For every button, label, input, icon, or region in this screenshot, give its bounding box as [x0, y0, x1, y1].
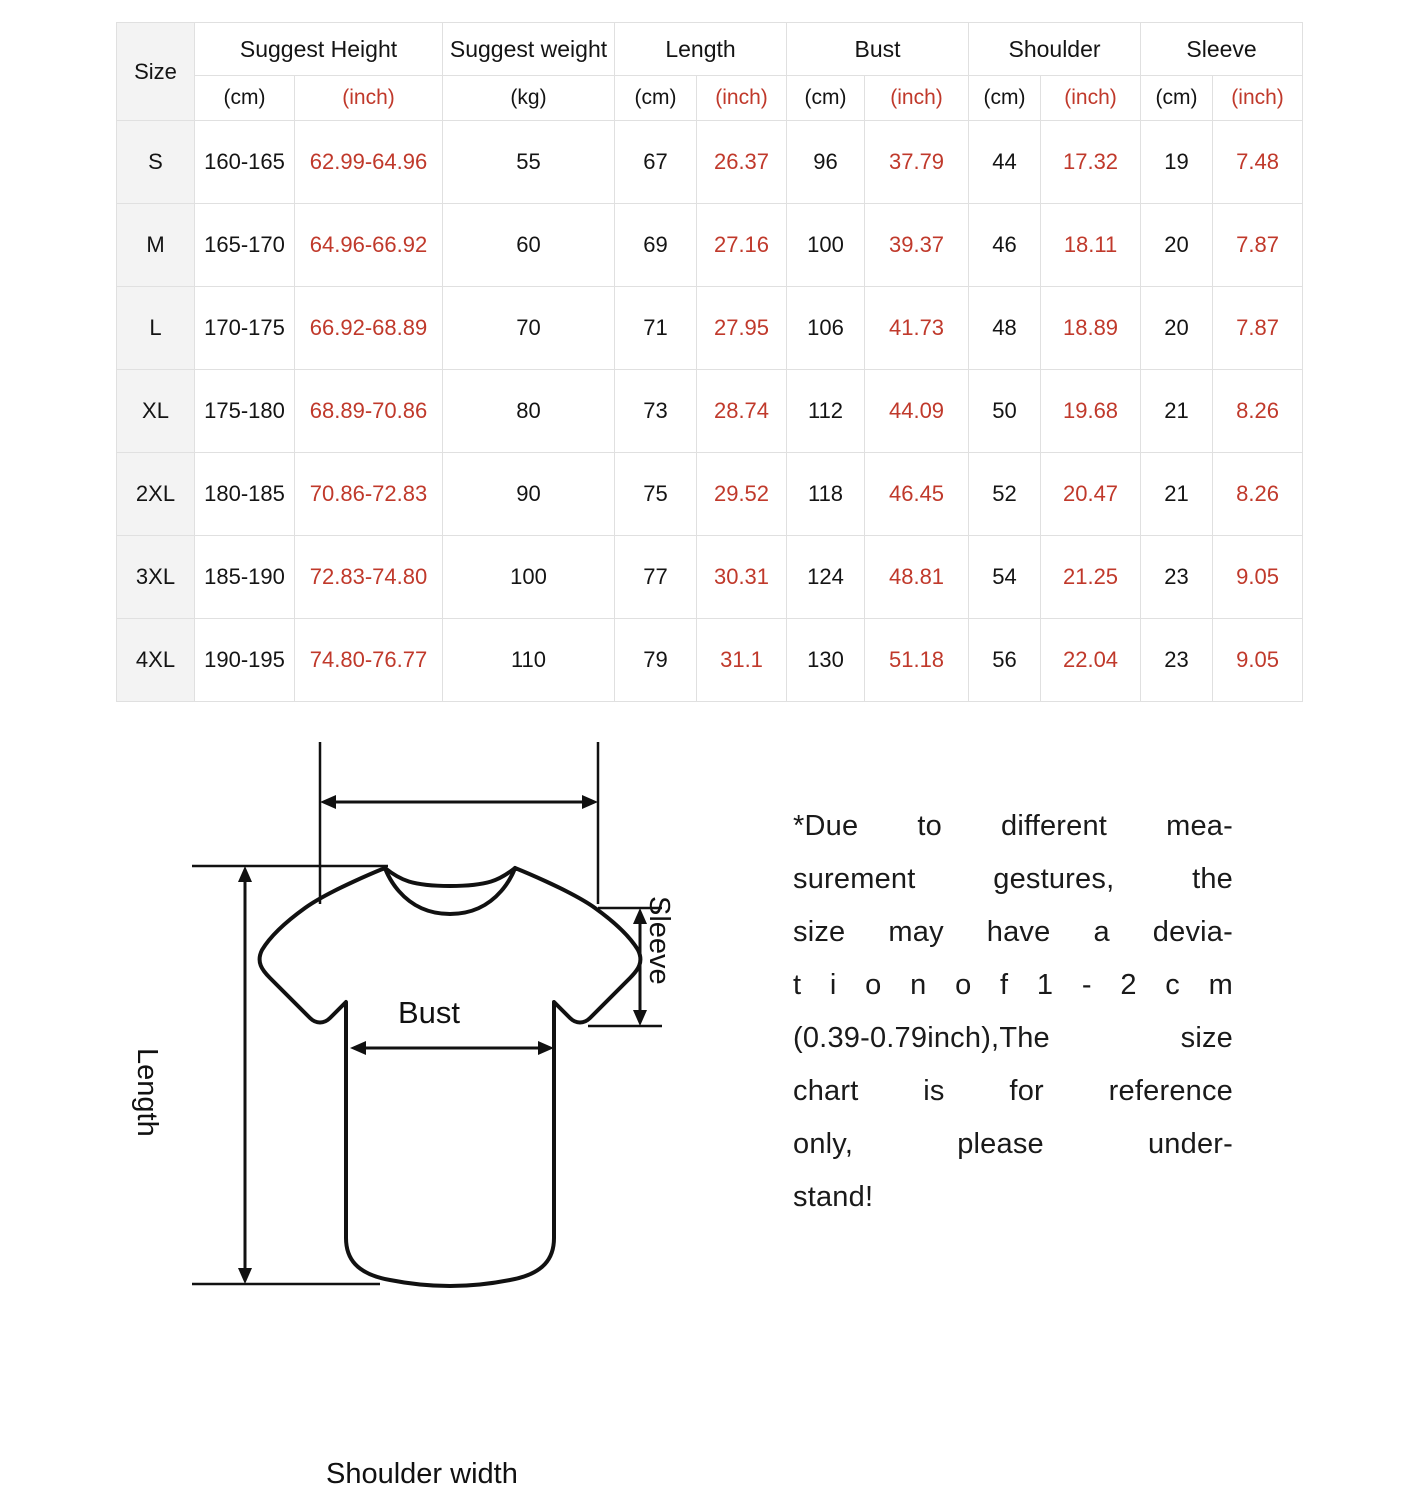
cell-shoulder-cm: 46 — [969, 204, 1041, 287]
cell-bust-inch: 51.18 — [865, 619, 969, 702]
cell-length-cm: 79 — [615, 619, 697, 702]
cell-length-inch: 31.1 — [697, 619, 787, 702]
cell-sleeve-inch: 7.48 — [1213, 121, 1303, 204]
header-unit-length-inch: (inch) — [697, 76, 787, 121]
header-unit-shoulder-inch: (inch) — [1041, 76, 1141, 121]
cell-length-inch: 26.37 — [697, 121, 787, 204]
table-row — [117, 121, 1303, 204]
cell-height-inch: 66.92-68.89 — [295, 287, 443, 370]
cell-bust-cm: 118 — [787, 453, 865, 536]
table-row — [117, 619, 1303, 702]
cell-weight-kg: 55 — [443, 121, 615, 204]
note-line-1: *Due to different mea- — [793, 810, 1233, 842]
header-unit-sleeve-cm: (cm) — [1141, 76, 1213, 121]
cell-weight-kg: 60 — [443, 204, 615, 287]
cell-size: M — [117, 204, 195, 287]
cell-height-cm: 180-185 — [195, 453, 295, 536]
bust-label: Bust — [398, 995, 461, 1030]
table-row — [117, 536, 1303, 619]
measurement-disclaimer — [793, 800, 1233, 1224]
cell-shoulder-cm: 56 — [969, 619, 1041, 702]
size-chart-table — [116, 22, 1303, 702]
cell-shoulder-inch: 18.11 — [1041, 204, 1141, 287]
table-row — [117, 370, 1303, 453]
cell-size: 3XL — [117, 536, 195, 619]
cell-height-cm: 185-190 — [195, 536, 295, 619]
cell-size: L — [117, 287, 195, 370]
shoulder-width-label: Shoulder width — [326, 1458, 518, 1490]
cell-height-cm: 165-170 — [195, 204, 295, 287]
cell-shoulder-cm: 44 — [969, 121, 1041, 204]
table-row — [117, 204, 1303, 287]
cell-bust-cm: 106 — [787, 287, 865, 370]
sleeve-label: Sleeve — [643, 896, 675, 985]
shoulder-arrow-head-left — [320, 795, 336, 809]
length-label: Length — [131, 1048, 163, 1137]
cell-bust-cm: 124 — [787, 536, 865, 619]
note-line-2: surement gestures, the — [793, 863, 1233, 895]
cell-height-cm: 160-165 — [195, 121, 295, 204]
cell-weight-kg: 90 — [443, 453, 615, 536]
tshirt-measurement-diagram — [131, 718, 750, 1490]
cell-sleeve-cm: 20 — [1141, 287, 1213, 370]
cell-weight-kg: 110 — [443, 619, 615, 702]
cell-size: 2XL — [117, 453, 195, 536]
cell-length-inch: 27.95 — [697, 287, 787, 370]
cell-bust-inch: 39.37 — [865, 204, 969, 287]
cell-sleeve-inch: 8.26 — [1213, 453, 1303, 536]
cell-height-cm: 190-195 — [195, 619, 295, 702]
cell-sleeve-cm: 21 — [1141, 453, 1213, 536]
header-unit-length-cm: (cm) — [615, 76, 697, 121]
sleeve-arrow-head-bottom — [633, 1010, 647, 1026]
cell-weight-kg: 70 — [443, 287, 615, 370]
cell-height-inch: 62.99-64.96 — [295, 121, 443, 204]
cell-bust-inch: 41.73 — [865, 287, 969, 370]
cell-height-cm: 175-180 — [195, 370, 295, 453]
note-line-6: chart is for reference — [793, 1075, 1233, 1107]
cell-bust-cm: 96 — [787, 121, 865, 204]
cell-sleeve-inch: 7.87 — [1213, 204, 1303, 287]
cell-length-cm: 75 — [615, 453, 697, 536]
cell-length-cm: 77 — [615, 536, 697, 619]
header-shoulder: Shoulder — [969, 23, 1141, 76]
header-unit-bust-inch: (inch) — [865, 76, 969, 121]
header-length: Length — [615, 23, 787, 76]
cell-shoulder-inch: 17.32 — [1041, 121, 1141, 204]
note-line-8: stand! — [793, 1181, 874, 1213]
table-header-row-main — [117, 23, 1303, 76]
cell-length-cm: 67 — [615, 121, 697, 204]
cell-bust-inch: 37.79 — [865, 121, 969, 204]
cell-size: 4XL — [117, 619, 195, 702]
size-chart-table-container — [116, 22, 1296, 702]
cell-sleeve-inch: 8.26 — [1213, 370, 1303, 453]
cell-bust-inch: 48.81 — [865, 536, 969, 619]
cell-size: S — [117, 121, 195, 204]
cell-sleeve-cm: 20 — [1141, 204, 1213, 287]
cell-shoulder-inch: 18.89 — [1041, 287, 1141, 370]
cell-sleeve-inch: 9.05 — [1213, 536, 1303, 619]
header-size: Size — [117, 23, 195, 121]
note-line-3: size may have a devia- — [793, 916, 1233, 948]
cell-bust-inch: 46.45 — [865, 453, 969, 536]
cell-bust-cm: 130 — [787, 619, 865, 702]
length-arrow-head-top — [238, 866, 252, 882]
cell-shoulder-cm: 48 — [969, 287, 1041, 370]
cell-sleeve-cm: 23 — [1141, 619, 1213, 702]
table-row — [117, 287, 1303, 370]
cell-sleeve-cm: 21 — [1141, 370, 1213, 453]
cell-size: XL — [117, 370, 195, 453]
cell-bust-cm: 112 — [787, 370, 865, 453]
cell-shoulder-cm: 54 — [969, 536, 1041, 619]
cell-sleeve-cm: 23 — [1141, 536, 1213, 619]
cell-length-inch: 30.31 — [697, 536, 787, 619]
length-arrow-head-bottom — [238, 1268, 252, 1284]
tshirt-body-shape — [260, 868, 641, 1286]
header-bust: Bust — [787, 23, 969, 76]
cell-bust-inch: 44.09 — [865, 370, 969, 453]
cell-height-inch: 74.80-76.77 — [295, 619, 443, 702]
cell-height-inch: 64.96-66.92 — [295, 204, 443, 287]
cell-shoulder-inch: 21.25 — [1041, 536, 1141, 619]
header-unit-sleeve-inch: (inch) — [1213, 76, 1303, 121]
cell-shoulder-cm: 52 — [969, 453, 1041, 536]
header-unit-height-inch: (inch) — [295, 76, 443, 121]
header-unit-height-cm: (cm) — [195, 76, 295, 121]
cell-weight-kg: 80 — [443, 370, 615, 453]
cell-length-cm: 69 — [615, 204, 697, 287]
header-suggest-height: Suggest Height — [195, 23, 443, 76]
cell-length-inch: 27.16 — [697, 204, 787, 287]
cell-shoulder-inch: 22.04 — [1041, 619, 1141, 702]
cell-shoulder-inch: 19.68 — [1041, 370, 1141, 453]
cell-length-cm: 73 — [615, 370, 697, 453]
shoulder-arrow-head-right — [582, 795, 598, 809]
header-unit-weight-kg: (kg) — [443, 76, 615, 121]
cell-length-cm: 71 — [615, 287, 697, 370]
cell-sleeve-inch: 9.05 — [1213, 619, 1303, 702]
cell-sleeve-cm: 19 — [1141, 121, 1213, 204]
header-suggest-weight: Suggest weight — [443, 23, 615, 76]
header-sleeve: Sleeve — [1141, 23, 1303, 76]
note-line-5: (0.39-0.79inch),The size — [793, 1022, 1233, 1054]
table-header-row-units — [117, 76, 1303, 121]
tshirt-neckline — [385, 868, 515, 886]
cell-shoulder-cm: 50 — [969, 370, 1041, 453]
header-unit-bust-cm: (cm) — [787, 76, 865, 121]
note-line-7: only, please under- — [793, 1128, 1233, 1160]
note-line-4: t i o n o f 1 - 2 c m — [793, 969, 1233, 1001]
cell-bust-cm: 100 — [787, 204, 865, 287]
cell-weight-kg: 100 — [443, 536, 615, 619]
cell-height-inch: 72.83-74.80 — [295, 536, 443, 619]
cell-length-inch: 29.52 — [697, 453, 787, 536]
header-unit-shoulder-cm: (cm) — [969, 76, 1041, 121]
cell-height-inch: 70.86-72.83 — [295, 453, 443, 536]
cell-length-inch: 28.74 — [697, 370, 787, 453]
cell-height-cm: 170-175 — [195, 287, 295, 370]
cell-height-inch: 68.89-70.86 — [295, 370, 443, 453]
cell-sleeve-inch: 7.87 — [1213, 287, 1303, 370]
table-row — [117, 453, 1303, 536]
cell-shoulder-inch: 20.47 — [1041, 453, 1141, 536]
